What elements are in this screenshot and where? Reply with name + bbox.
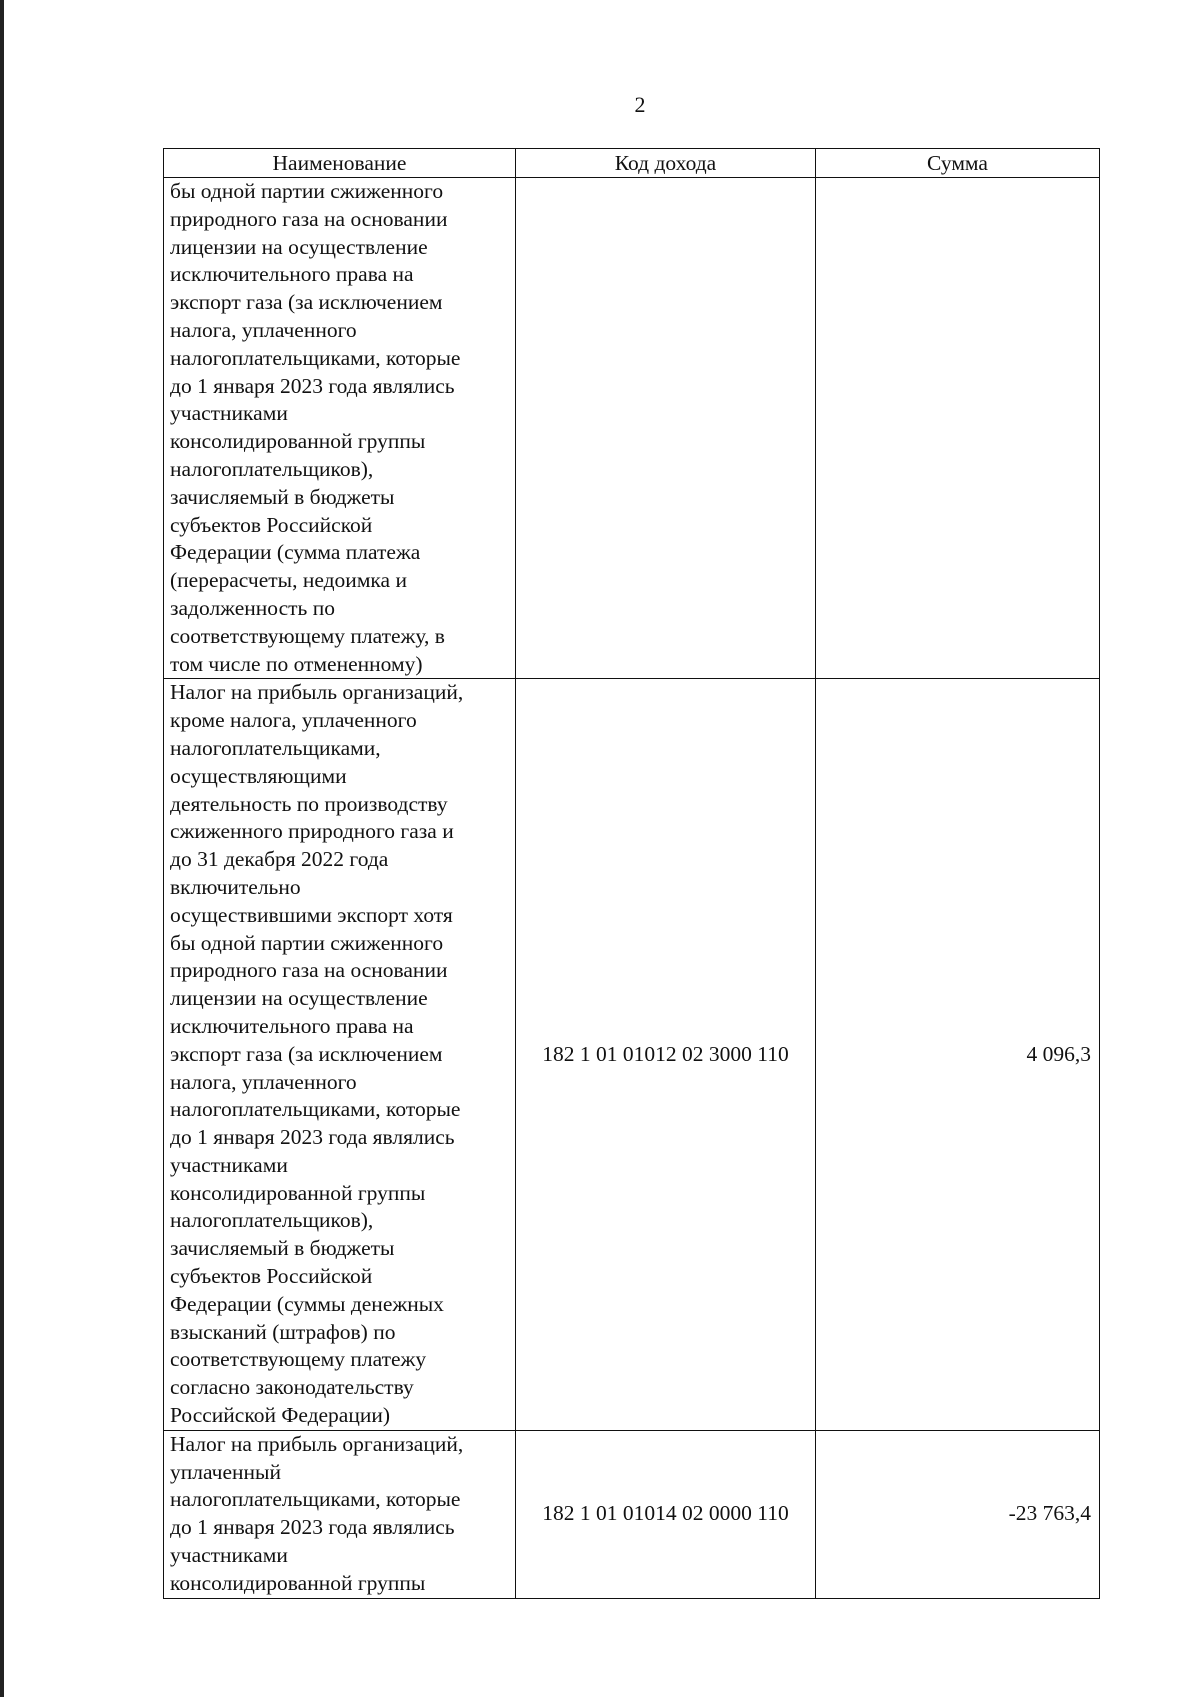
- revenue-table: [163, 148, 1100, 1599]
- table-header-row: [164, 149, 1100, 178]
- header-name: Наименование: [164, 149, 516, 178]
- table-row: [164, 1430, 1100, 1598]
- row-sum-cell: 4 096,3: [816, 679, 1100, 1431]
- page-number: 2: [634, 92, 646, 117]
- header-sum: Сумма: [816, 149, 1100, 178]
- table-row: [164, 178, 1100, 679]
- row-code-cell: 182 1 01 01012 02 3000 110: [516, 679, 816, 1431]
- row-name-cell: Налог на прибыль организаций, кроме налога, уплаченного налогоплательщиками, осуществляющими деятельность по производству сжиженного природного газа и до 31 декабря 2022 года включительно осуществившими экспорт хотя бы одной партии сжиженного природного газа на основании лицензии на осуществление исключительного права на экспорт газа (за исключением налога, уплаченного налогоплательщиками, которые до 1 января 2023 года являлись участниками консолидированной группы налогоплательщиков), зачисляемый в бюджеты субъектов Российской Федерации (суммы денежных взысканий (штрафов) по соответствующему платежу согласно законодательству Российской Федерации): [164, 679, 516, 1431]
- row-name-cell: бы одной партии сжиженного природного газа на основании лицензии на осуществление исключительного права на экспорт газа (за исключением налога, уплаченного налогоплательщиками, которые до 1 января 2023 года являлись участниками консолидированной группы налогоплательщиков), зачисляемый в бюджеты субъектов Российской Федерации (сумма платежа (перерасчеты, недоимка и задолженность по соответствующему платежу, в том числе по отмененному): [164, 178, 516, 679]
- row-sum-cell: -23 763,4: [816, 1430, 1100, 1598]
- row-sum-cell: [816, 178, 1100, 679]
- row-code-cell: [516, 178, 816, 679]
- header-code: Код дохода: [516, 149, 816, 178]
- row-name-cell: Налог на прибыль организаций, уплаченный налогоплательщиками, которые до 1 января 2023 года являлись участниками консолидированной группы: [164, 1430, 516, 1598]
- table-row: [164, 679, 1100, 1431]
- scan-edge: [0, 0, 4, 1697]
- row-code-cell: 182 1 01 01014 02 0000 110: [516, 1430, 816, 1598]
